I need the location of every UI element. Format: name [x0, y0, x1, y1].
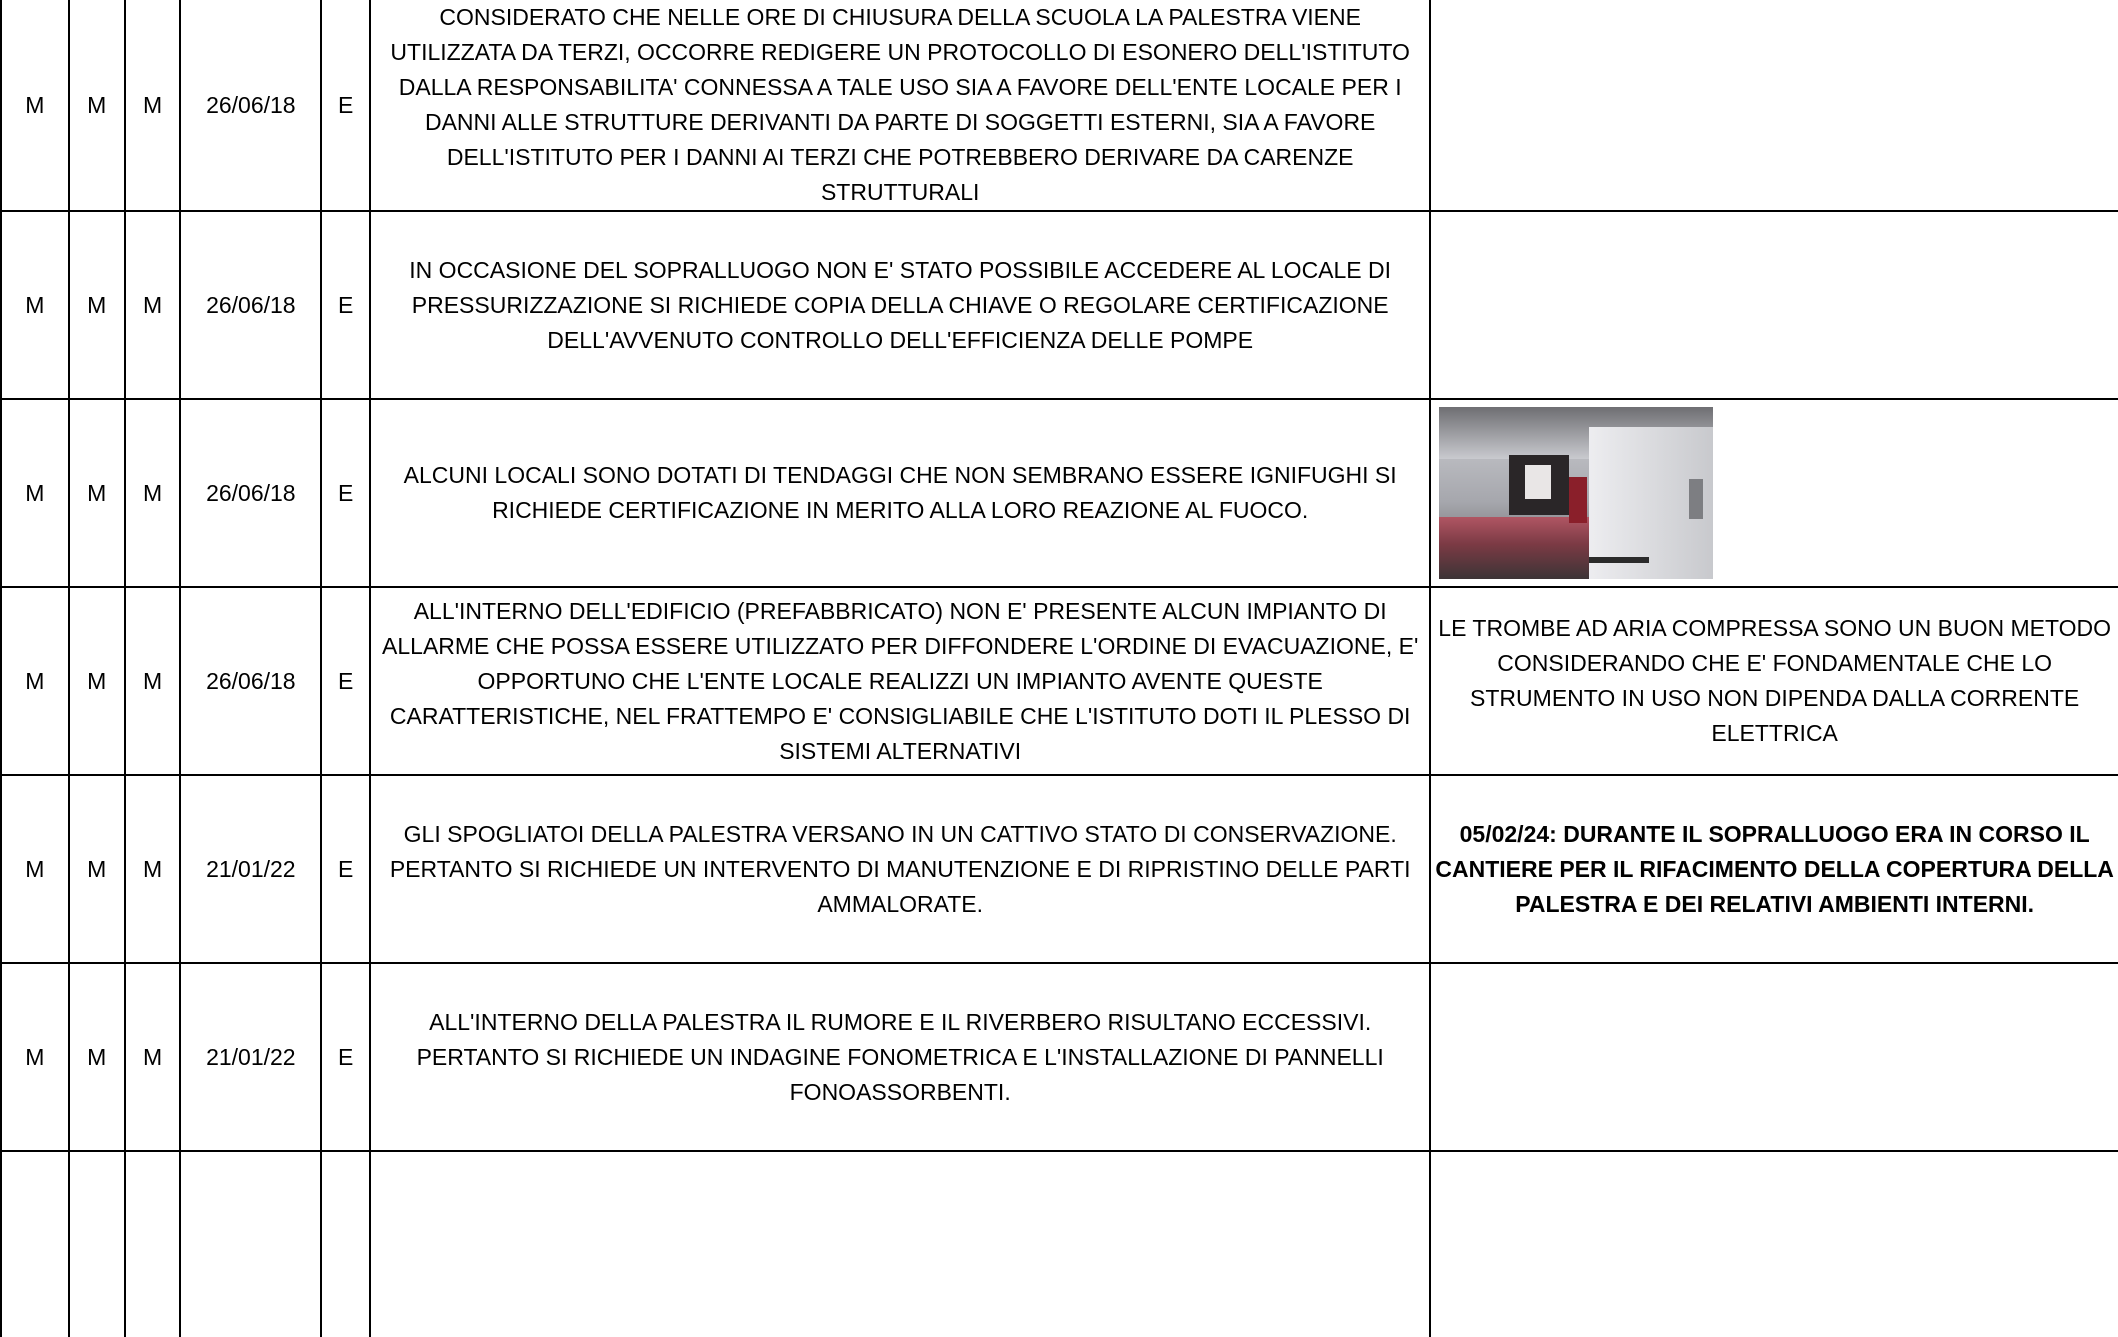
- cell-c2[interactable]: M: [69, 963, 125, 1151]
- cell-code[interactable]: E: [321, 399, 370, 587]
- cell-c3[interactable]: M: [125, 775, 181, 963]
- cell-code[interactable]: [321, 1151, 370, 1337]
- cell-code[interactable]: E: [321, 963, 370, 1151]
- cell-note[interactable]: [1430, 963, 2118, 1151]
- cell-date[interactable]: 26/06/18: [180, 587, 321, 775]
- cell-c2[interactable]: M: [69, 587, 125, 775]
- table-row: [1, 399, 2118, 587]
- cell-c2[interactable]: M: [69, 0, 125, 211]
- cell-description[interactable]: IN OCCASIONE DEL SOPRALLUOGO NON E' STATO POSSIBILE ACCEDERE AL LOCALE DI PRESSURIZZAZIONE SI RICHIEDE COPIA DELLA CHIAVE O REGOLARE CERTIFICAZIONE DELL'AVVENUTO CONTROLLO DELL'EFFICIENZA DELLE POMPE: [370, 211, 1430, 399]
- cell-date[interactable]: 21/01/22: [180, 963, 321, 1151]
- cell-code[interactable]: E: [321, 211, 370, 399]
- cell-c3[interactable]: M: [125, 211, 181, 399]
- cell-c2[interactable]: M: [69, 399, 125, 587]
- cell-c2[interactable]: [69, 1151, 125, 1337]
- cell-description[interactable]: ALL'INTERNO DELL'EDIFICIO (PREFABBRICATO) NON E' PRESENTE ALCUN IMPIANTO DI ALLARME CHE POSSA ESSERE UTILIZZATO PER DIFFONDERE L'ORDINE DI EVACUAZIONE, E' OPPORTUNO CHE L'ENTE LOCALE REALIZZI UN IMPIANTO AVENTE QUESTE CARATTERISTICHE, NEL FRATTEMPO E' CONSIGLIABILE CHE L'ISTITUTO DOTI IL PLESSO DI SISTEMI ALTERNATIVI: [370, 587, 1430, 775]
- table-row: [1, 0, 2118, 211]
- table-row: [1, 963, 2118, 1151]
- cell-note[interactable]: LE TROMBE AD ARIA COMPRESSA SONO UN BUON METODO CONSIDERANDO CHE E' FONDAMENTALE CHE LO STRUMENTO IN USO NON DIPENDA DALLA CORRENTE ELETTRICA: [1430, 587, 2118, 775]
- cell-date[interactable]: [180, 1151, 321, 1337]
- photo-fixture: [1689, 479, 1703, 519]
- cell-note-photo[interactable]: [1430, 399, 2118, 587]
- cell-description[interactable]: CONSIDERATO CHE NELLE ORE DI CHIUSURA DELLA SCUOLA LA PALESTRA VIENE UTILIZZATA DA TERZI, OCCORRE REDIGERE UN PROTOCOLLO DI ESONERO DELL'ISTITUTO DALLA RESPONSABILITA' CONNESSA A TALE USO SIA A FAVORE DELL'ENTE LOCALE PER I DANNI ALLE STRUTTURE DERIVANTI DA PARTE DI SOGGETTI ESTERNI, SIA A FAVORE DELL'ISTITUTO PER I DANNI AI TERZI CHE POTREBBERO DERIVARE DA CARENZE STRUTTURALI: [370, 0, 1430, 211]
- cell-description[interactable]: [370, 1151, 1430, 1337]
- cell-c1[interactable]: [1, 1151, 69, 1337]
- cell-c2[interactable]: M: [69, 211, 125, 399]
- table-row: [1, 587, 2118, 775]
- cell-c3[interactable]: M: [125, 399, 181, 587]
- cell-c2[interactable]: M: [69, 775, 125, 963]
- cell-c3[interactable]: M: [125, 587, 181, 775]
- cell-code[interactable]: E: [321, 0, 370, 211]
- cell-c1[interactable]: M: [1, 775, 69, 963]
- cell-note[interactable]: [1430, 211, 2118, 399]
- cell-c1[interactable]: M: [1, 0, 69, 211]
- photo-door: [1569, 477, 1587, 523]
- cell-date[interactable]: 26/06/18: [180, 0, 321, 211]
- table-row: [1, 211, 2118, 399]
- cell-c3[interactable]: M: [125, 963, 181, 1151]
- cell-c3[interactable]: [125, 1151, 181, 1337]
- cell-c3[interactable]: M: [125, 0, 181, 211]
- cell-c1[interactable]: M: [1, 211, 69, 399]
- cell-note[interactable]: 05/02/24: DURANTE IL SOPRALLUOGO ERA IN CORSO IL CANTIERE PER IL RIFACIMENTO DELLA COPERTURA DELLA PALESTRA E DEI RELATIVI AMBIENTI INTERNI.: [1430, 775, 2118, 963]
- cell-description[interactable]: GLI SPOGLIATOI DELLA PALESTRA VERSANO IN UN CATTIVO STATO DI CONSERVAZIONE. PERTANTO SI RICHIEDE UN INTERVENTO DI MANUTENZIONE E DI RIPRISTINO DELLE PARTI AMMALORATE.: [370, 775, 1430, 963]
- cell-date[interactable]: 26/06/18: [180, 399, 321, 587]
- cell-c1[interactable]: M: [1, 963, 69, 1151]
- cell-description[interactable]: ALCUNI LOCALI SONO DOTATI DI TENDAGGI CHE NON SEMBRANO ESSERE IGNIFUGHI SI RICHIEDE CERTIFICAZIONE IN MERITO ALLA LORO REAZIONE AL FUOCO.: [370, 399, 1430, 587]
- cell-note[interactable]: [1430, 0, 2118, 211]
- cell-note[interactable]: [1430, 1151, 2118, 1337]
- photo-corridor-light: [1525, 465, 1551, 499]
- cell-description[interactable]: ALL'INTERNO DELLA PALESTRA IL RUMORE E IL RIVERBERO RISULTANO ECCESSIVI. PERTANTO SI RICHIEDE UN INDAGINE FONOMETRICA E L'INSTALLAZIONE DI PANNELLI FONOASSORBENTI.: [370, 963, 1430, 1151]
- cell-date[interactable]: 21/01/22: [180, 775, 321, 963]
- photo-rail: [1589, 557, 1649, 563]
- table-row: [1, 775, 2118, 963]
- corridor-photo[interactable]: [1439, 407, 1713, 579]
- table-row: [1, 1151, 2118, 1337]
- cell-c1[interactable]: M: [1, 587, 69, 775]
- cell-code[interactable]: E: [321, 775, 370, 963]
- cell-date[interactable]: 26/06/18: [180, 211, 321, 399]
- cell-code[interactable]: E: [321, 587, 370, 775]
- cell-c1[interactable]: M: [1, 399, 69, 587]
